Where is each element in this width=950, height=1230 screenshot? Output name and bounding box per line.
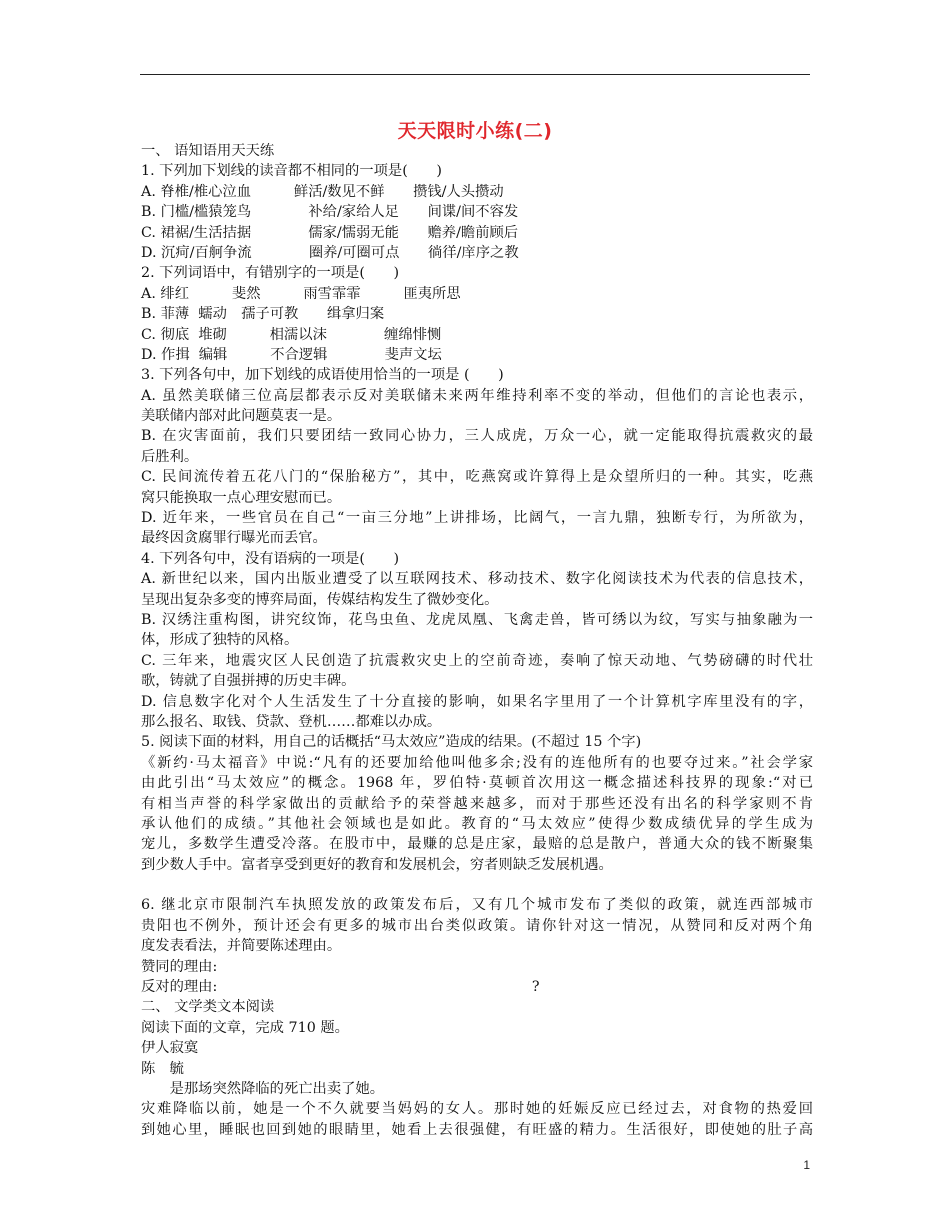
text-line: 4. 下列各句中，没有语病的一项是( ) [141, 550, 400, 567]
text-line: C. 彻底 堆砌 相濡以沫 缠绵悱恻 [141, 326, 442, 343]
text-line: 是那场突然降临的死亡出卖了她。 [141, 1080, 385, 1097]
text-line: 赞同的理由: [141, 958, 218, 975]
text-line: 2. 下列词语中，有错别字的一项是( ) [141, 265, 400, 282]
text-line: B. 在灾害面前，我们只要团结一致同心协力，三人成虎，万众一心，就一定能取得抗震救灾的最 [141, 428, 813, 445]
text-line: 3. 下列各句中，加下划线的成语使用恰当的一项是 ( ) [141, 367, 504, 384]
text-line: 宠儿，多数学生遭受冷落。在股市中，最赚的总是庄家，最赔的总是散户，普通大众的钱不断聚集 [141, 836, 813, 853]
text-line: D. 作揖 编辑 不合逻辑 斐声文坛 [141, 346, 442, 363]
text-line: C. 民间流传着五花八门的“保胎秘方”，其中，吃燕窝或许算得上是众望所归的一种。其实，吃燕 [141, 469, 813, 486]
text-line: 歌，铸就了自强拼搏的历史丰碑。 [141, 673, 356, 690]
text-line: 二、 文学类文本阅读 [141, 999, 275, 1016]
text-line: C. 裙裾/生活拮据 儒家/懦弱无能 赡养/瞻前顾后 [141, 224, 519, 241]
text-line: 到少数人手中。富者享受到更好的教育和发展机会，穷者则缺乏发展机遇。 [141, 856, 613, 873]
text-line: 5. 阅读下面的材料，用自己的话概括“马太效应”造成的结果。(不超过 15 个字) [141, 734, 642, 751]
text-line: 陈 毓 [141, 1060, 184, 1077]
blank-line [141, 875, 813, 895]
text-line: 灾难降临以前，她是一个不久就要当妈妈的女人。那时她的妊娠反应已经过去，对食物的热爱回 [141, 1101, 813, 1118]
text-line: 承认他们的成绩。”其他社会领域也是如此。教育的“马太效应”使得少数成绩优异的学生成为 [141, 815, 813, 832]
text-line: A. 虽然美联储三位高层都表示反对美联储未来两年维持利率不变的举动，但他们的言论也表示， [141, 387, 813, 404]
page-title: 天天限时小练(二) [397, 120, 553, 142]
text-line: 后胜利。 [141, 448, 199, 465]
text-line: 阅读下面的文章，完成 710 题。 [141, 1019, 349, 1036]
text-line: D. 沉疴/百舸争流 圈养/可圈可点 徜徉/庠序之教 [141, 244, 519, 261]
text-line: A. 新世纪以来，国内出版业遭受了以互联网技术、移动技术、数字化阅读技术为代表的信息技术， [141, 571, 813, 588]
text-line: 贵阳也不例外，预计还会有更多的城市出台类似政策。请你针对这一情况，从赞同和反对两个角 [141, 917, 813, 934]
text-line: 反对的理由: ? [141, 979, 540, 996]
text-line: 一、 语知语用天天练 [141, 143, 275, 159]
text-line: 窝只能换取一点心理安慰而已。 [141, 489, 342, 506]
text-line: 那么报名、取钱、贷款、登机……都难以办成。 [141, 713, 442, 730]
text-line: D. 近年来，一些官员在自己“一亩三分地”上讲排场，比阔气，一言九鼎，独断专行，为所欲为， [141, 510, 813, 527]
text-line: C. 三年来，地震灾区人民创造了抗震救灾史上的空前奇迹，奏响了惊天动地、气势磅礴的时代壮 [141, 652, 813, 669]
text-line: 1. 下列加下划线的读音都不相同的一项是( ) [141, 163, 442, 180]
text-line: B. 汉绣注重构图，讲究纹饰，花鸟虫鱼、龙虎凤凰、飞禽走兽，皆可绣以为纹，写实与抽象融为一 [141, 611, 813, 628]
text-line: 伊人寂寞 [141, 1040, 199, 1057]
text-line: B. 菲薄 蠕动 孺子可教 缉拿归案 [141, 306, 385, 323]
text-line: 到她心里，睡眠也回到她的眼睛里，她看上去很强健，有旺盛的精力。生活很好，即使她的肚子高 [141, 1121, 813, 1138]
text-line: A. 脊椎/椎心泣血 鲜活/数见不鲜 攒钱/人头攒动 [141, 183, 504, 200]
header-rule [140, 74, 810, 75]
text-line: 《新约·马太福音》中说:“凡有的还要加给他叫他多余;没有的连他所有的也要夺过来。”社会学家 [141, 754, 813, 771]
page-number: 1 [803, 1158, 810, 1172]
text-line: 6. 继北京市限制汽车执照发放的政策发布后，又有几个城市发布了类似的政策，就连西部城市 [141, 897, 813, 914]
document-body [141, 141, 813, 1140]
text-line: B. 门槛/槛猿笼鸟 补给/家给人足 间谍/间不容发 [141, 204, 519, 221]
text-line: 美联储内部对此问题莫衷一是。 [141, 408, 342, 425]
text-line: A. 绯红 斐然 雨雪霏霏 匪夷所思 [141, 285, 461, 302]
text-line: 有相当声誉的科学家做出的贡献给予的荣誉越来越多，而对于那些还没有出名的科学家则不肯 [141, 795, 813, 812]
text-line: 度发表看法，并简要陈述理由。 [141, 938, 342, 955]
text-line: 由此引出“马太效应”的概念。1968 年，罗伯特·莫顿首次用这一概念描述科技界的现象:“对已 [141, 775, 813, 792]
text-line: 最终因贪腐罪行曝光而丢官。 [141, 530, 327, 547]
text-line: 呈现出复杂多变的博弈局面，传媒结构发生了微妙变化。 [141, 591, 499, 608]
text-line: D. 信息数字化对个人生活发生了十分直接的影响，如果名字里用了一个计算机字库里没有的字， [141, 693, 813, 710]
text-line: 体，形成了独特的风格。 [141, 632, 299, 649]
